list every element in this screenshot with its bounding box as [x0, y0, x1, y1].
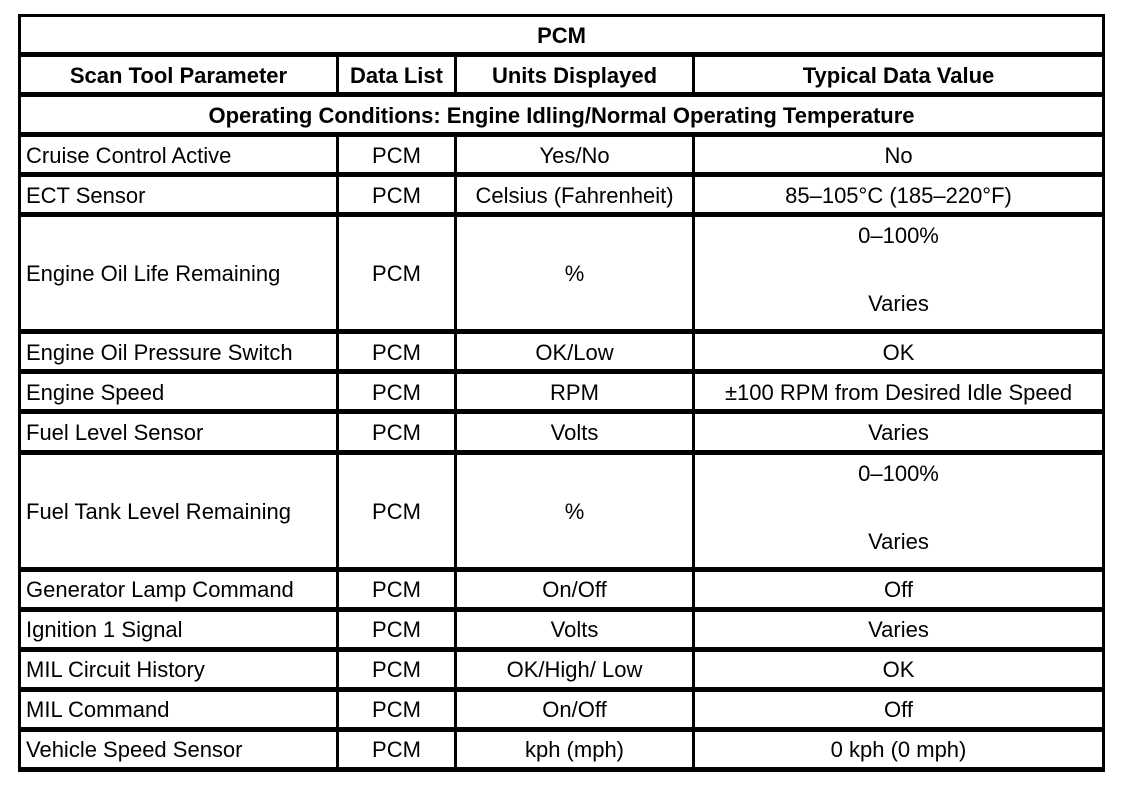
units-cell: % [457, 217, 695, 334]
value-range: 0–100% [858, 460, 939, 486]
table-row [21, 177, 1105, 217]
data-list-cell: PCM [339, 572, 457, 612]
parameter-cell: Engine Oil Pressure Switch [21, 334, 339, 374]
table-title-row [21, 17, 1105, 57]
table-title: PCM [21, 17, 1105, 57]
units-cell: On/Off [457, 572, 695, 612]
data-list-cell: PCM [339, 217, 457, 334]
table-row [21, 414, 1105, 454]
table-row [21, 612, 1105, 652]
value-note: Varies [868, 291, 929, 317]
parameter-cell: Ignition 1 Signal [21, 612, 339, 652]
parameter-cell: Vehicle Speed Sensor [21, 732, 339, 772]
header-units-displayed: Units Displayed [457, 57, 695, 97]
parameter-cell: Generator Lamp Command [21, 572, 339, 612]
value-cell: 85–105°C (185–220°F) [695, 177, 1105, 217]
pcm-data-table [18, 14, 1105, 772]
data-list-cell: PCM [339, 612, 457, 652]
table-row [21, 572, 1105, 612]
value-cell: Varies [695, 414, 1105, 454]
parameter-cell: Engine Oil Life Remaining [21, 217, 339, 334]
table-row [21, 374, 1105, 414]
value-range: 0–100% [858, 223, 939, 249]
value-cell: Varies [695, 612, 1105, 652]
header-data-list: Data List [339, 57, 457, 97]
data-list-cell: PCM [339, 652, 457, 692]
value-cell: Off [695, 572, 1105, 612]
value-cell: Off [695, 692, 1105, 732]
data-list-cell: PCM [339, 334, 457, 374]
parameter-cell: MIL Circuit History [21, 652, 339, 692]
table-row [21, 137, 1105, 177]
parameter-cell: Engine Speed [21, 374, 339, 414]
table-row [21, 692, 1105, 732]
table-row [21, 652, 1105, 692]
data-list-cell: PCM [339, 732, 457, 772]
data-list-cell: PCM [339, 692, 457, 732]
table-row [21, 217, 1105, 334]
value-cell [695, 455, 1105, 572]
data-list-cell: PCM [339, 137, 457, 177]
units-cell: % [457, 455, 695, 572]
units-cell: Volts [457, 612, 695, 652]
parameter-cell: Fuel Level Sensor [21, 414, 339, 454]
units-cell: On/Off [457, 692, 695, 732]
value-cell: OK [695, 334, 1105, 374]
value-cell: OK [695, 652, 1105, 692]
data-list-cell: PCM [339, 374, 457, 414]
parameter-cell: ECT Sensor [21, 177, 339, 217]
table-row [21, 732, 1105, 772]
units-cell: Celsius (Fahrenheit) [457, 177, 695, 217]
data-list-cell: PCM [339, 177, 457, 217]
operating-conditions-row [21, 97, 1105, 137]
data-list-cell: PCM [339, 414, 457, 454]
parameter-cell: Fuel Tank Level Remaining [21, 455, 339, 572]
units-cell: Volts [457, 414, 695, 454]
value-note: Varies [868, 528, 929, 554]
header-typical-data-value: Typical Data Value [695, 57, 1105, 97]
units-cell: Yes/No [457, 137, 695, 177]
table-row [21, 455, 1105, 572]
units-cell: RPM [457, 374, 695, 414]
units-cell: OK/High/ Low [457, 652, 695, 692]
value-cell: No [695, 137, 1105, 177]
table-row [21, 334, 1105, 374]
value-cell [695, 217, 1105, 334]
units-cell: OK/Low [457, 334, 695, 374]
parameter-cell: MIL Command [21, 692, 339, 732]
operating-conditions: Operating Conditions: Engine Idling/Normal Operating Temperature [21, 97, 1105, 137]
data-list-cell: PCM [339, 455, 457, 572]
value-cell: 0 kph (0 mph) [695, 732, 1105, 772]
table-header-row [21, 57, 1105, 97]
parameter-cell: Cruise Control Active [21, 137, 339, 177]
header-scan-tool-parameter: Scan Tool Parameter [21, 57, 339, 97]
units-cell: kph (mph) [457, 732, 695, 772]
value-cell: ±100 RPM from Desired Idle Speed [695, 374, 1105, 414]
